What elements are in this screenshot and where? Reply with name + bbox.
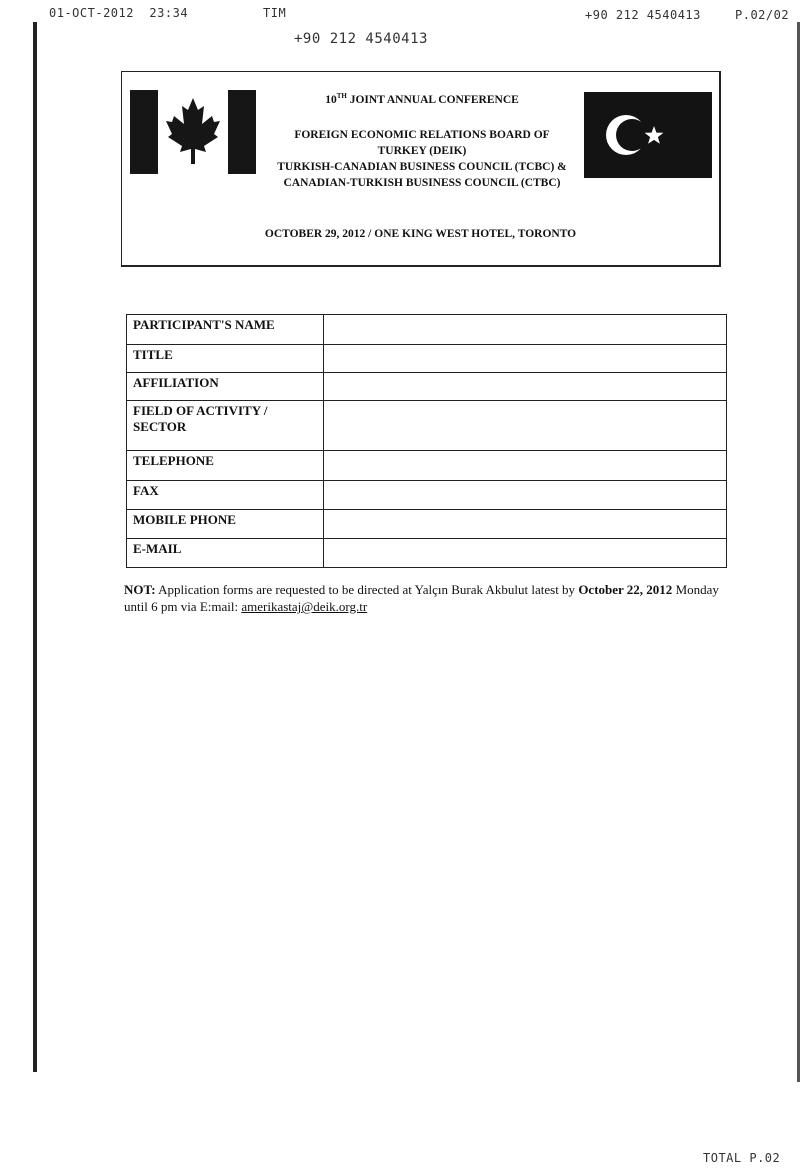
field-label: TELEPHONE — [127, 451, 324, 481]
event-date-venue: OCTOBER 29, 2012 / ONE KING WEST HOTEL, TORONTO — [264, 228, 577, 240]
fax-sender: TIM — [263, 6, 287, 20]
scan-edge-right — [797, 22, 800, 1082]
field-label: AFFILIATION — [127, 373, 324, 401]
title-field[interactable] — [324, 345, 727, 373]
form-row — [127, 401, 727, 451]
note-text-2: Monday until 6 pm via E:mail: — [124, 582, 719, 614]
organizer-line: TURKISH-CANADIAN BUSINESS COUNCIL (TCBC) & — [277, 161, 567, 173]
organizer-list — [262, 127, 582, 191]
scan-edge-left — [33, 22, 37, 1072]
organizer-line: TURKEY (DEIK) — [377, 145, 467, 157]
form-row — [127, 345, 727, 373]
fax-field[interactable] — [324, 481, 727, 510]
maple-leaf-icon — [164, 96, 222, 166]
star-icon — [645, 126, 664, 144]
mobile-phone-field[interactable] — [324, 510, 727, 539]
note-deadline: October 22, 2012 — [578, 582, 673, 597]
field-of-activity-field[interactable] — [324, 401, 727, 451]
canada-flag — [130, 90, 256, 174]
fax-total: TOTAL P.02 — [703, 1151, 781, 1165]
turkey-flag — [584, 92, 712, 178]
organizer-line: CANADIAN-TURKISH BUSINESS COUNCIL (CTBC) — [283, 177, 561, 189]
application-note — [124, 581, 724, 615]
email-link[interactable]: amerikastaj@deik.org.tr — [241, 599, 368, 614]
participant-name-field[interactable] — [324, 315, 727, 345]
form-row — [127, 539, 727, 568]
note-prefix: NOT: — [124, 582, 156, 597]
email-field[interactable] — [324, 539, 727, 568]
field-label: FAX — [127, 481, 324, 510]
affiliation-field[interactable] — [324, 373, 727, 401]
field-label: TITLE — [127, 345, 324, 373]
conference-title: 10TH JOINT ANNUAL CONFERENCE — [325, 92, 519, 106]
form-row — [127, 451, 727, 481]
form-row — [127, 373, 727, 401]
fax-phone-left: +90 212 4540413 — [294, 31, 428, 47]
field-label: MOBILE PHONE — [127, 510, 324, 539]
telephone-field[interactable] — [324, 451, 727, 481]
field-label: FIELD OF ACTIVITY / SECTOR — [127, 401, 324, 451]
organizer-line: FOREIGN ECONOMIC RELATIONS BOARD OF — [294, 129, 550, 141]
form-row — [127, 481, 727, 510]
fax-page: P.02/02 — [735, 8, 790, 22]
fax-datetime: 01-OCT-2012 23:34 — [49, 6, 189, 20]
registration-form — [126, 314, 727, 568]
form-row — [127, 315, 727, 345]
field-label: E-MAIL — [127, 539, 324, 568]
fax-phone-right: +90 212 4540413 — [585, 8, 701, 22]
note-text: Application forms are requested to be directed at Yalçın Burak Akbulut latest by — [155, 582, 579, 597]
form-row — [127, 510, 727, 539]
conference-header — [121, 71, 721, 267]
field-label: PARTICIPANT'S NAME — [127, 315, 324, 345]
